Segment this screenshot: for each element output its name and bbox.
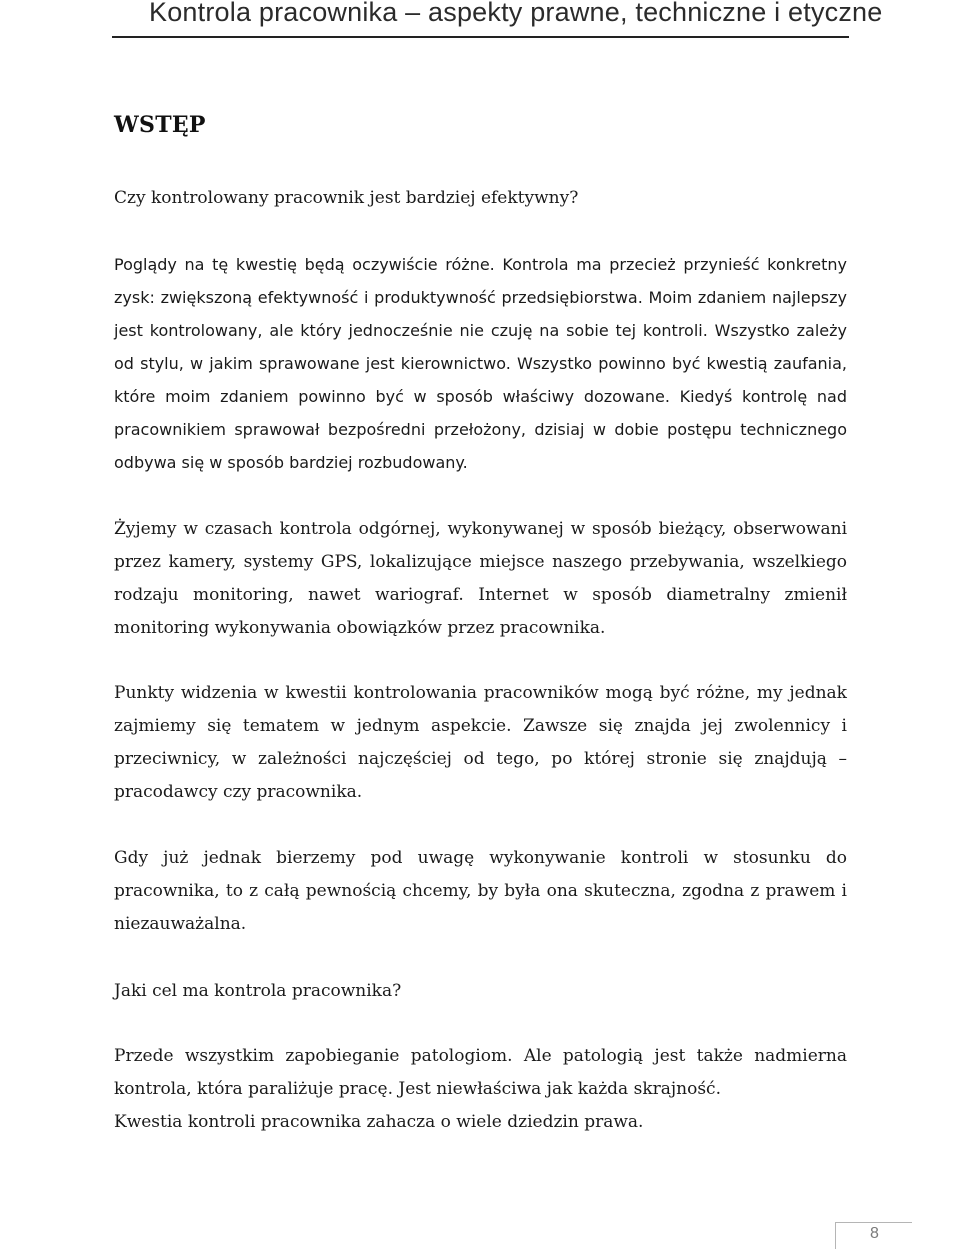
question-paragraph: Jaki cel ma kontrola pracownika? xyxy=(114,981,402,1001)
body-paragraph: Kwestia kontroli pracownika zahacza o wiele dziedzin prawa. xyxy=(114,1112,644,1132)
question-paragraph: Czy kontrolowany pracownik jest bardziej efektywny? xyxy=(114,188,579,208)
body-paragraph: Przede wszystkim zapobieganie patologiom. Ale patologią jest także nadmierna kontrola, która paraliżuje pracę. Jest niewłaściwa jak każda skrajność. xyxy=(114,1046,847,1099)
running-header xyxy=(112,0,883,38)
section-heading: WSTĘP xyxy=(114,112,206,138)
body-paragraph: Poglądy na tę kwestię będą oczywiście różne. Kontrola ma przecież przynieść konkretny zysk: zwiększoną efektywność i produktywność przedsiębiorstwa. Moim zdaniem najlepszy jest kontrolowany, ale który jednocześnie nie czuję na sobie tej kontroli. Wszystko zależy od stylu, w jakim sprawowane jest kierownictwo. Wszystko powinno być kwestią zaufania, które moim zdaniem powinno być w sposób właściwy dozowane. Kiedyś kontrolę nad pracownikiem sprawował bezpośredni przełożony, dzisiaj w dobie postępu technicznego odbywa się w sposób bardziej rozbudowany. xyxy=(114,255,847,472)
page-number: 8 xyxy=(870,1225,879,1242)
running-title: Kontrola pracownika – aspekty prawne, techniczne i etyczne xyxy=(149,0,883,27)
body-paragraph: Gdy już jednak bierzemy pod uwagę wykonywanie kontroli w stosunku do pracownika, to z całą pewnością chcemy, by była ona skuteczna, zgodna z prawem i niezauważalna. xyxy=(114,848,847,934)
body-paragraph: Punkty widzenia w kwestii kontrolowania pracowników mogą być różne, my jednak zajmiemy się tematem w jednym aspekcie. Zawsze się znajda jej zwolennicy i przeciwnicy, w zależności najczęściej od tego, po której stronie się znajdują – pracodawcy czy pracownika. xyxy=(114,683,847,802)
page-number-box xyxy=(835,1222,912,1249)
body-paragraph: Żyjemy w czasach kontrola odgórnej, wykonywanej w sposób bieżący, obserwowani przez kamery, systemy GPS, lokalizujące miejsce naszego przebywania, wszelkiego rodzaju monitoring, nawet wariograf. Internet w sposób diametralny zmienił monitoring wykonywania obowiązków przez pracownika. xyxy=(114,519,847,638)
